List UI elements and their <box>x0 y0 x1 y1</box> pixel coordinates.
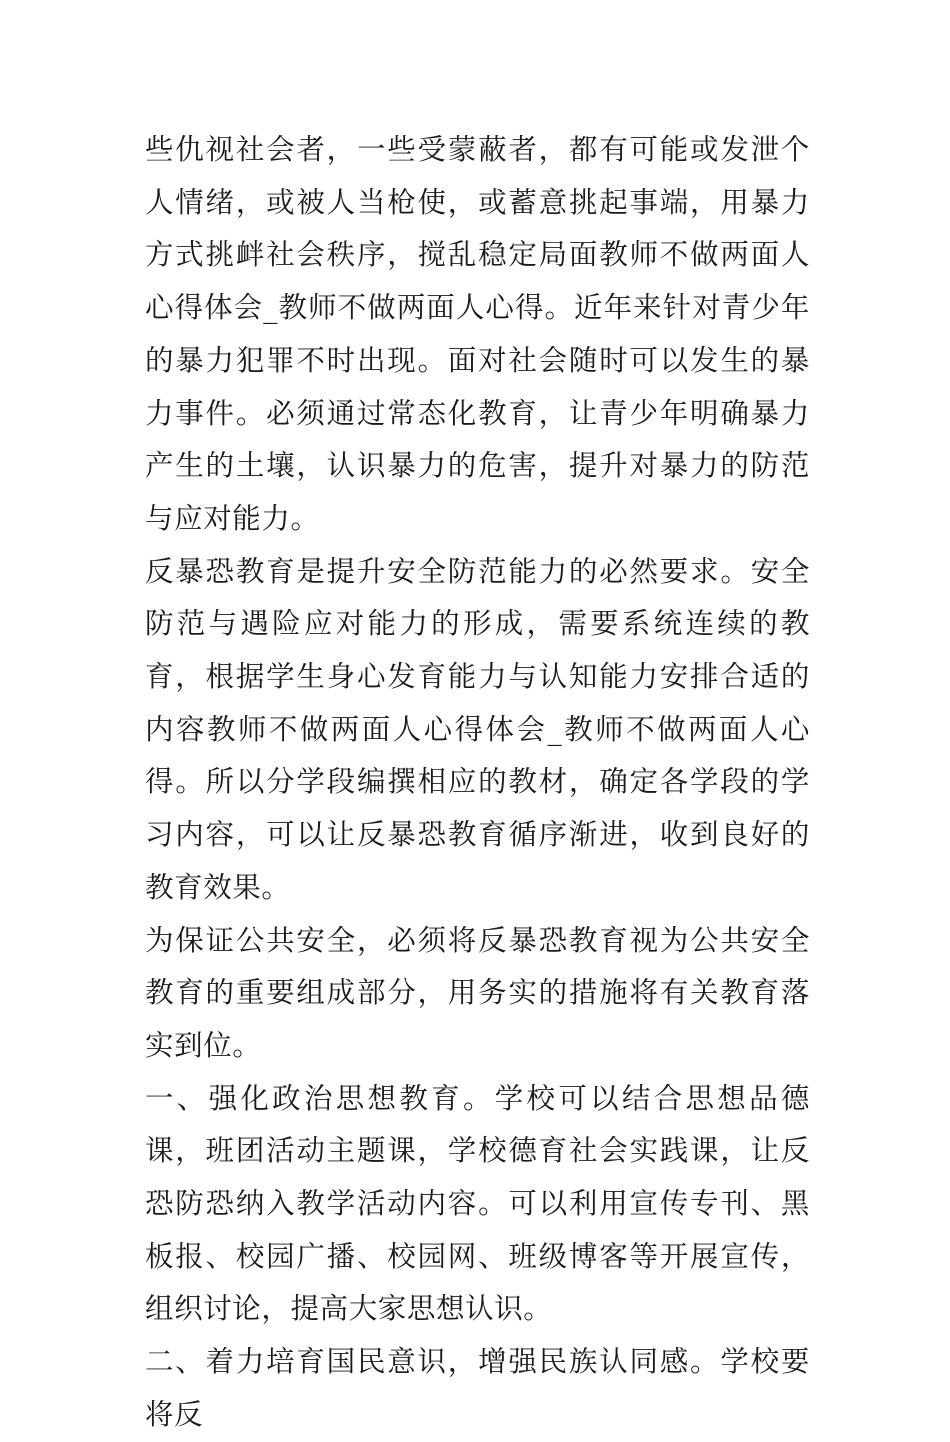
paragraph-national-identity: 二、着力培育国民意识，增强民族认同感。学校要将反 <box>145 1345 810 1431</box>
paragraph-violence-education: 些仇视社会者，一些受蒙蔽者，都有可能或发泄个人情绪，或被人当枪使，或蓄意挑起事端，用暴力方式挑衅社会秩序，搅乱稳定局面教师不做两面人心得体会_教师不做两面人心得。近年来针对青少年的暴力犯罪不时出现。面对社会随时可以发生的暴力事件。必须通过常态化教育，让青少年明确暴力产生的土壤，认识暴力的危害，提升对暴力的防范与应对能力。 <box>145 133 810 535</box>
paragraph-political-education: 一、强化政治思想教育。学校可以结合思想品德课，班团活动主题课，学校德育社会实践课，让反恐防恐纳入教学活动内容。可以利用宣传专刊、黑板报、校园广播、校园网、班级博客等开展宣传，组织讨论，提高大家思想认识。 <box>145 1081 810 1326</box>
document-body <box>145 124 810 1442</box>
paragraph-safety-capability: 反暴恐教育是提升安全防范能力的必然要求。安全防范与遇险应对能力的形成，需要系统连续的教育，根据学生身心发育能力与认知能力安排合适的内容教师不做两面人心得体会_教师不做两面人心得。所以分学段编撰相应的教材，确定各学段的学习内容，可以让反暴恐教育循序渐进，收到良好的教育效果。 <box>145 554 810 904</box>
paragraph-public-safety: 为保证公共安全，必须将反暴恐教育视为公共安全教育的重要组成部分，用务实的措施将有关教育落实到位。 <box>145 923 810 1062</box>
